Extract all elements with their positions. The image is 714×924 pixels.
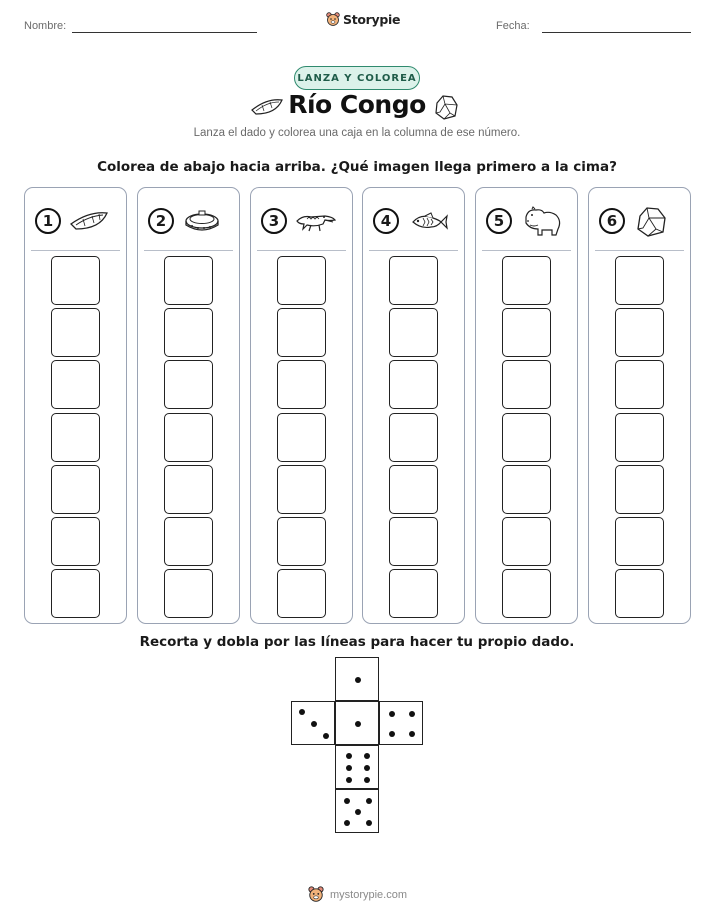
dice-pip — [344, 798, 350, 804]
dice-pip — [364, 765, 370, 771]
color-box[interactable] — [164, 308, 213, 357]
dice-pip — [364, 777, 370, 783]
dice-face-1 — [335, 701, 379, 745]
column-number: 1 — [35, 208, 61, 234]
column-divider — [369, 250, 458, 251]
color-box[interactable] — [502, 413, 551, 462]
name-label: Nombre: — [24, 20, 67, 32]
color-box[interactable] — [502, 517, 551, 566]
dice-pip — [355, 721, 361, 727]
column-divider — [144, 250, 233, 251]
color-box[interactable] — [502, 465, 551, 514]
color-box[interactable] — [389, 569, 438, 618]
color-box[interactable] — [51, 465, 100, 514]
dice-pip — [346, 777, 352, 783]
color-box[interactable] — [164, 517, 213, 566]
dice-pip — [323, 733, 329, 739]
bear-logo-icon — [308, 886, 324, 903]
footer-url: mystorypie.com — [330, 888, 408, 901]
color-box[interactable] — [277, 517, 326, 566]
brand-logo — [326, 12, 400, 27]
color-box[interactable] — [502, 308, 551, 357]
color-box[interactable] — [615, 256, 664, 305]
color-box[interactable] — [615, 308, 664, 357]
column-header — [589, 188, 690, 252]
dice-pip — [299, 709, 305, 715]
date-line[interactable] — [542, 32, 691, 33]
dice-pip — [389, 711, 395, 717]
column-divider — [482, 250, 571, 251]
color-box[interactable] — [389, 465, 438, 514]
dice-pip — [355, 677, 361, 683]
color-box[interactable] — [277, 465, 326, 514]
color-box[interactable] — [51, 517, 100, 566]
brand-name: Storypie — [343, 12, 401, 27]
color-box[interactable] — [164, 569, 213, 618]
color-box[interactable] — [615, 360, 664, 409]
activity-tag: LANZA Y COLOREA — [294, 66, 420, 90]
column-2 — [137, 187, 240, 624]
color-box[interactable] — [277, 308, 326, 357]
column-number: 4 — [373, 208, 399, 234]
dice-pip — [364, 753, 370, 759]
color-box[interactable] — [277, 360, 326, 409]
color-box[interactable] — [51, 360, 100, 409]
dice-pip — [389, 731, 395, 737]
dice-face-6 — [335, 745, 379, 789]
column-header — [251, 188, 352, 252]
column-header — [363, 188, 464, 252]
color-box[interactable] — [389, 256, 438, 305]
dice-pip — [355, 809, 361, 815]
color-box[interactable] — [277, 569, 326, 618]
column-5 — [475, 187, 578, 624]
dice-pip — [346, 753, 352, 759]
rock-icon — [633, 204, 669, 242]
color-box[interactable] — [615, 517, 664, 566]
canoe-icon — [69, 208, 111, 238]
bear-logo-icon — [326, 12, 340, 27]
dice-pip — [409, 711, 415, 717]
column-divider — [595, 250, 684, 251]
dice-pip — [346, 765, 352, 771]
color-box[interactable] — [277, 256, 326, 305]
color-box[interactable] — [164, 465, 213, 514]
color-box[interactable] — [615, 569, 664, 618]
column-4 — [362, 187, 465, 624]
bracelet-icon — [182, 207, 222, 239]
color-box[interactable] — [51, 413, 100, 462]
date-label: Fecha: — [496, 20, 530, 32]
color-box[interactable] — [389, 360, 438, 409]
footer — [308, 886, 407, 903]
column-3 — [250, 187, 353, 624]
column-1 — [24, 187, 127, 624]
color-box[interactable] — [277, 413, 326, 462]
color-box[interactable] — [51, 569, 100, 618]
column-number: 2 — [148, 208, 174, 234]
color-box[interactable] — [615, 413, 664, 462]
fish-icon — [407, 208, 449, 238]
dice-face-5 — [335, 789, 379, 833]
column-6 — [588, 187, 691, 624]
color-box[interactable] — [389, 413, 438, 462]
dice-pip — [366, 820, 372, 826]
column-header — [25, 188, 126, 252]
column-number: 6 — [599, 208, 625, 234]
column-header — [476, 188, 577, 252]
dice-pip — [409, 731, 415, 737]
dice-pip — [366, 798, 372, 804]
color-box[interactable] — [502, 569, 551, 618]
dice-pip — [344, 820, 350, 826]
column-divider — [257, 250, 346, 251]
color-box[interactable] — [51, 308, 100, 357]
color-box[interactable] — [389, 517, 438, 566]
dice-face-4 — [379, 701, 423, 745]
column-number: 3 — [261, 208, 287, 234]
rock-icon — [432, 93, 460, 121]
color-box[interactable] — [615, 465, 664, 514]
color-box[interactable] — [502, 360, 551, 409]
color-box[interactable] — [164, 413, 213, 462]
color-box[interactable] — [164, 256, 213, 305]
color-box[interactable] — [502, 256, 551, 305]
dice-pip — [311, 721, 317, 727]
crocodile-icon — [295, 207, 337, 239]
dice-instruction: Recorta y dobla por las líneas para hacer tu propio dado. — [139, 634, 575, 650]
instruction: Colorea de abajo hacia arriba. ¿Qué imagen llega primero a la cima? — [97, 159, 617, 175]
dice-face-1 — [335, 657, 379, 701]
color-box[interactable] — [51, 256, 100, 305]
page-title: Río Congo — [288, 90, 426, 119]
column-divider — [31, 250, 120, 251]
hippo-icon — [520, 205, 564, 241]
column-number: 5 — [486, 208, 512, 234]
dice-face-3 — [291, 701, 335, 745]
page-subtitle: Lanza el dado y colorea una caja en la columna de ese número. — [193, 127, 521, 139]
color-box[interactable] — [164, 360, 213, 409]
color-box[interactable] — [389, 308, 438, 357]
name-line[interactable] — [72, 32, 257, 33]
column-header — [138, 188, 239, 252]
